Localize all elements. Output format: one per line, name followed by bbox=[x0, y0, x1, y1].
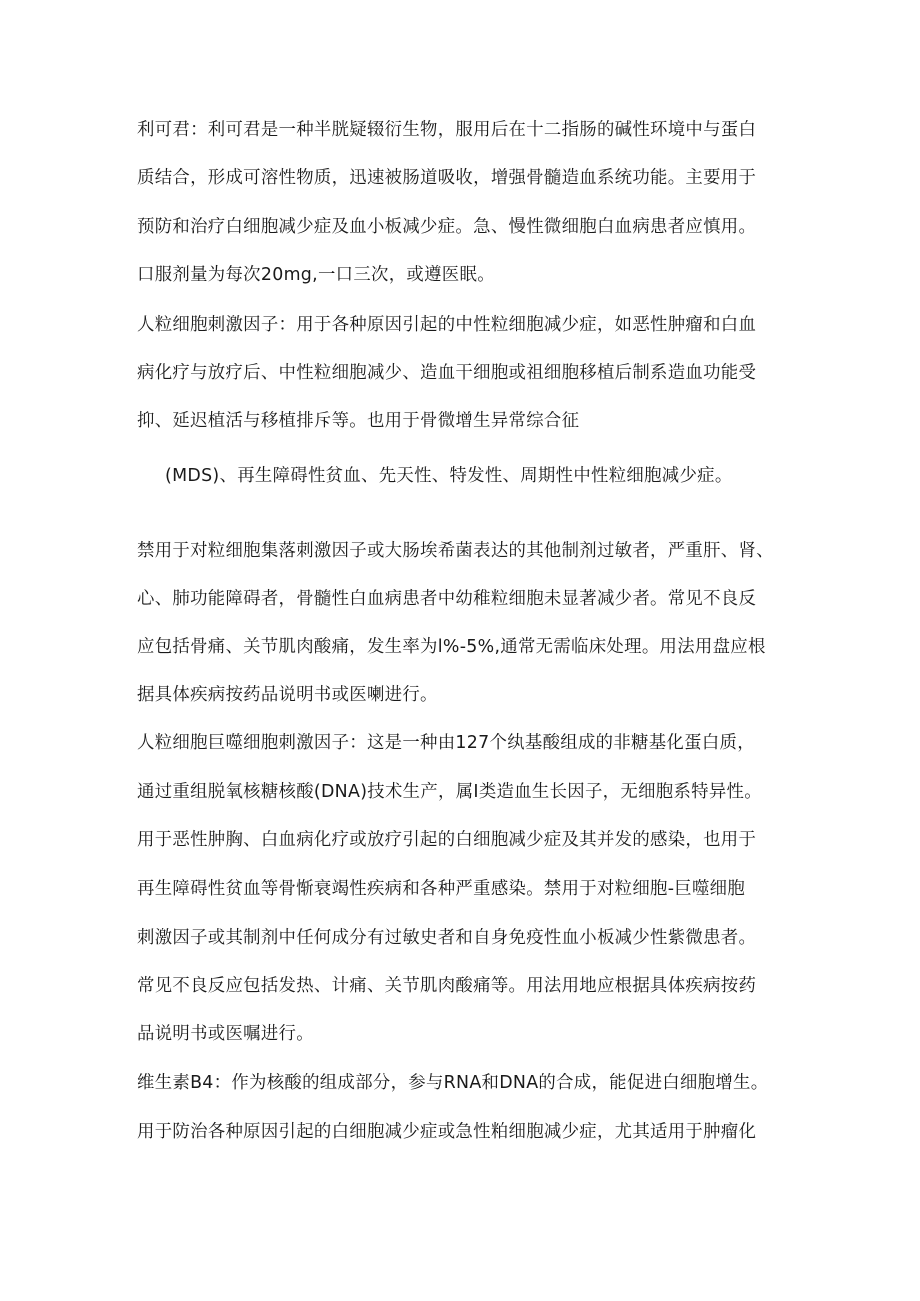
text-line: 通过重组脱氧核糖核酸(DNA)技术生产，属I类造血生长因子，无细胞系特异性。 bbox=[137, 782, 762, 802]
text-line: 维生素B4：作为核酸的组成部分，参与RNA和DNA的合成，能促进白细胞增生。 bbox=[137, 1073, 769, 1093]
text-line: 再生障碍性贫血等骨惭衰竭性疾病和各种严重感染。禁用于对粒细胞-巨噬细胞 bbox=[137, 879, 746, 899]
text-line: (MDS)、再生障碍性贫血、先天性、特发性、周期性中性粒细胞减少症。 bbox=[165, 466, 733, 486]
text-line: 用于恶性肿胸、白血病化疗或放疗引起的白细胞减少症及其并发的感染，也用于 bbox=[137, 830, 757, 850]
text-line: 人粒细胞刺激因子：用于各种原因引起的中性粒细胞减少症，如恶性肿瘤和白血 bbox=[137, 315, 757, 335]
text-line: 禁用于对粒细胞集落刺激因子或大肠埃希菌表达的其他制剂过敏者，严重肝、肾、 bbox=[137, 541, 774, 561]
text-line: 常见不良反应包括发热、计痛、关节肌肉酸痛等。用法用地应根据具体疾病按药 bbox=[137, 976, 757, 996]
text-line: 人粒细胞巨噬细胞刺激因子：这是一种由127个纨基酸组成的非糖基化蛋白质， bbox=[137, 733, 755, 753]
text-line: 口服剂量为每次20mg,一口三次，或遵医眠。 bbox=[137, 265, 495, 285]
text-line: 心、肺功能障碍者，骨髓性白血病患者中幼稚粒细胞未显著减少者。常见不良反 bbox=[137, 589, 757, 609]
text-line: 应包括骨痛、关节肌肉酸痛，发生率为l%-5%,通常无需临床处理。用法用盘应根 bbox=[137, 637, 766, 657]
text-line: 据具体疾病按药品说明书或医喇进行。 bbox=[137, 685, 438, 705]
text-line: 刺激因子或其制剂中任何成分有过敏史者和自身免疫性血小板减少性紫微患者。 bbox=[137, 928, 757, 948]
text-line: 质结合，形成可溶性物质，迅速被肠道吸收，增强骨髓造血系统功能。主要用于 bbox=[137, 168, 757, 188]
text-line: 病化疗与放疗后、中性粒细胞减少、造血干细胞或祖细胞移植后制系造血功能受 bbox=[137, 363, 757, 383]
text-line: 利可君：利可君是一种半胱疑辍衍生物，服用后在十二指肠的碱性环境中与蛋白 bbox=[137, 120, 757, 140]
text-line: 用于防治各种原因引起的白细胞减少症或急性粕细胞减少症，尤其适用于肿瘤化 bbox=[137, 1122, 757, 1142]
text-line: 抑、延迟植活与移植排斥等。也用于骨微增生异常综合征 bbox=[137, 411, 580, 431]
text-line: 品说明书或医嘱进行。 bbox=[137, 1024, 314, 1044]
text-line: 预防和治疗白细胞减少症及血小板减少症。急、慢性微细胞白血病患者应慎用。 bbox=[137, 217, 757, 237]
